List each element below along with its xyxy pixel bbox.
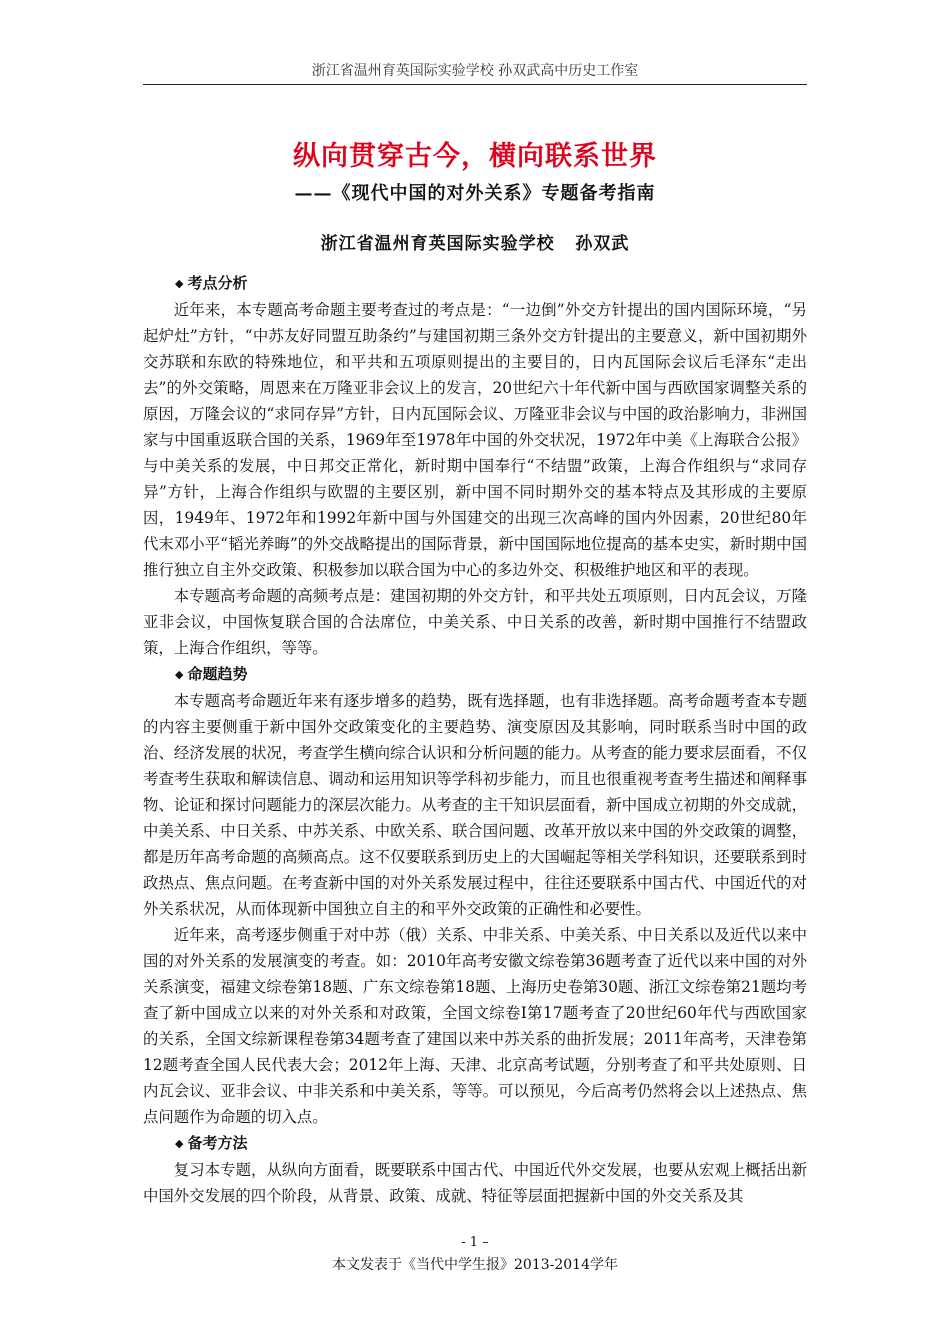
article-body bbox=[143, 270, 807, 1209]
article-subtitle: ——《现代中国的对外关系》专题备考指南 bbox=[294, 183, 656, 204]
diamond-bullet-icon: ◆ bbox=[175, 668, 184, 681]
section-heading: ◆ 命题趋势 bbox=[175, 665, 248, 683]
article-title: 纵向贯穿古今，横向联系世界 bbox=[293, 141, 657, 172]
paragraph: 本专题高考命题的高频考点是：建国初期的外交方针，和平共处五项原则，日内瓦会议，万隆亚非会议，中国恢复联合国的合法席位，中美关系、中日关系的改善，新时期中国推行不结盟政策，上海合作组织，等等。 bbox=[143, 587, 807, 657]
paragraph: 近年来，高考逐步侧重于对中苏（俄）关系、中非关系、中美关系、中日关系以及近代以来中国的对外关系的发展演变的考查。如：2010年高考安徽文综卷第36题考查了近代以来中国的对外关系演变，福建文综卷第18题、广东文综卷第18题、上海历史卷第30题、浙江文综卷第21题均考查了新中国成立以来的对外关系和对政策，全国文综卷Ⅰ第17题考查了20世纪60年代与西欧国家的关系，全国文综新课程卷第34题考查了建国以来中苏关系的曲折发展；2011年高考，天津卷第12题考查全国人民代表大会；2012年上海、天津、北京高考试题，分别考查了和平共处原则、日内瓦会议、亚非会议、中非关系和中美关系，等等。可以预见，今后高考仍然将会以上述热点、焦点问题作为命题的切入点。 bbox=[143, 926, 807, 1126]
paragraph: 复习本专题，从纵向方面看，既要联系中国古代、中国近代外交发展，也要从宏观上概括出新中国外交发展的四个阶段，从背景、政策、成就、特征等层面把握新中国的外交关系及其 bbox=[143, 1161, 807, 1205]
paragraph: 本专题高考命题近年来有逐步增多的趋势，既有选择题，也有非选择题。高考命题考查本专题的内容主要侧重于新中国外交政策变化的主要趋势、演变原因及其影响，同时联系当时中国的政治、经济发展的状况，考查学生横向综合认识和分析问题的能力。从考查的能力要求层面看，不仅考查考生获取和解读信息、调动和运用知识等学科初步能力，而且也很重视考查考生描述和阐释事物、论证和探讨问题能力的深层次能力。从考查的主干知识层面看，新中国成立初期的外交成就，中美关系、中日关系、中苏关系、中欧关系、联合国问题、改革开放以来中国的外交政策的调整，都是历年高考命题的高频高点。这不仅要联系到历史上的大国崛起等相关学科知识，还要联系到时政热点、焦点问题。在考查新中国的对外关系发展过程中，往往还要联系中国古代、中国近代的对外关系状况，从而体现新中国独立自主的和平外交政策的正确性和必要性。 bbox=[143, 692, 807, 918]
section-heading: ◆ 考点分析 bbox=[175, 274, 248, 292]
diamond-bullet-icon: ◆ bbox=[175, 1137, 184, 1150]
diamond-bullet-icon: ◆ bbox=[175, 277, 184, 290]
page-header: 浙江省温州育英国际实验学校 孙双武高中历史工作室 bbox=[143, 60, 807, 85]
footer-note: 本文发表于《当代中学生报》2013-2014学年 bbox=[332, 1257, 618, 1273]
article-author: 浙江省温州育英国际实验学校 孙双武 bbox=[320, 234, 630, 254]
page-number: - 1 – bbox=[461, 1235, 489, 1250]
paragraph: 近年来，本专题高考命题主要考查过的考点是：“一边倒”外交方针提出的国内国际环境，“另起炉灶”方针，“中苏友好同盟互助条约”与建国初期三条外交方针提出的主要意义，新中国初期外交苏联和东欧的特殊地位，和平共和五项原则提出的主要目的，日内瓦国际会议后毛泽东“走出去”的外交策略，周恩来在万隆亚非会议上的发言，20世纪六十年代新中国与西欧国家调整关系的原因，万隆会议的“求同存异”方针，日内瓦国际会议、万隆亚非会议与中国的政治影响力，非洲国家与中国重返联合国的关系，1969年至1978年中国的外交状况，1972年中美《上海联合公报》与中美关系的发展，中日邦交正常化，新时期中国奉行“不结盟”政策，上海合作组织与“求同存异”方针，上海合作组织与欧盟的主要区别，新中国不同时期外交的基本特点及其形成的主要原因，1949年、1972年和1992年新中国与外国建交的出现三次高峰的国内外因素，20世纪80年代末邓小平“韬光养晦”的外交战略提出的国际背景，新中国国际地位提高的基本史实，新时期中国推行独立自主外交政策、积极参加以联合国为中心的多边外交、积极维护地区和平的表现。 bbox=[143, 301, 807, 579]
section-heading: ◆ 备考方法 bbox=[175, 1134, 248, 1152]
